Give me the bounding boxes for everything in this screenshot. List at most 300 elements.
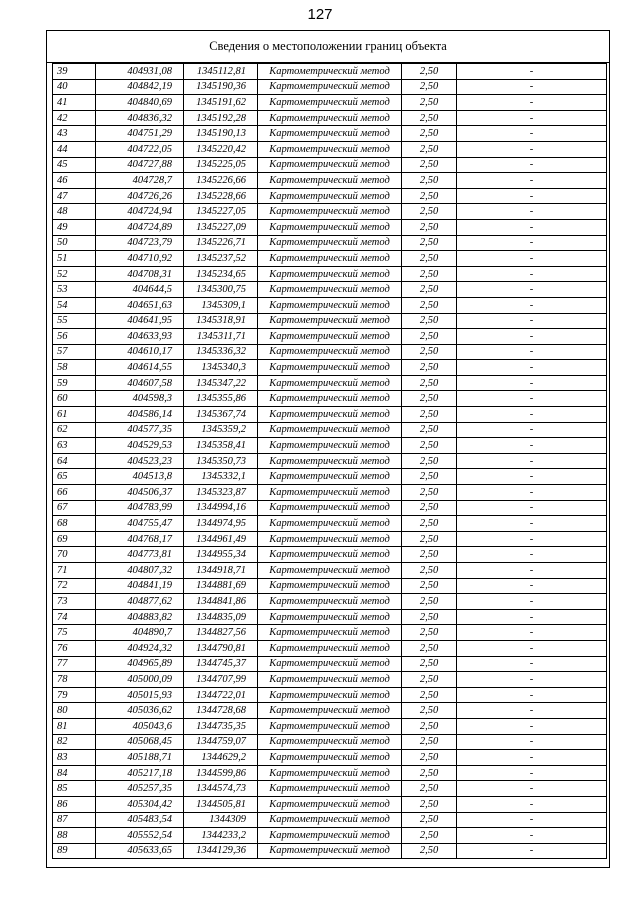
- x-coordinate-cell: 404710,92: [96, 251, 184, 267]
- method-cell: Картометрический метод: [258, 672, 402, 688]
- method-cell: Картометрический метод: [258, 438, 402, 454]
- accuracy-cell: 2,50: [402, 219, 457, 235]
- point-number-cell: 53: [53, 282, 96, 298]
- table-row: [53, 173, 607, 189]
- y-coordinate-cell: 1344835,09: [184, 609, 258, 625]
- point-number-cell: 61: [53, 407, 96, 423]
- point-number-cell: 73: [53, 594, 96, 610]
- table-row: [53, 765, 607, 781]
- accuracy-cell: 2,50: [402, 796, 457, 812]
- method-cell: Картометрический метод: [258, 141, 402, 157]
- description-cell: -: [457, 547, 607, 563]
- x-coordinate-cell: 404607,58: [96, 375, 184, 391]
- x-coordinate-cell: 405483,54: [96, 812, 184, 828]
- point-number-cell: 58: [53, 360, 96, 376]
- description-cell: -: [457, 438, 607, 454]
- method-cell: Картометрический метод: [258, 173, 402, 189]
- method-cell: Картометрический метод: [258, 796, 402, 812]
- x-coordinate-cell: 404728,7: [96, 173, 184, 189]
- method-cell: Картометрический метод: [258, 469, 402, 485]
- description-cell: -: [457, 594, 607, 610]
- point-number-cell: 63: [53, 438, 96, 454]
- method-cell: Картометрический метод: [258, 297, 402, 313]
- y-coordinate-cell: 1345358,41: [184, 438, 258, 454]
- y-coordinate-cell: 1345323,87: [184, 485, 258, 501]
- method-cell: Картометрический метод: [258, 750, 402, 766]
- y-coordinate-cell: 1344233,2: [184, 828, 258, 844]
- description-cell: -: [457, 828, 607, 844]
- table-row: [53, 235, 607, 251]
- accuracy-cell: 2,50: [402, 625, 457, 641]
- point-number-cell: 45: [53, 157, 96, 173]
- table-row: [53, 578, 607, 594]
- y-coordinate-cell: 1344790,81: [184, 640, 258, 656]
- x-coordinate-cell: 404890,7: [96, 625, 184, 641]
- description-cell: -: [457, 297, 607, 313]
- table-row: [53, 329, 607, 345]
- description-cell: -: [457, 204, 607, 220]
- description-cell: -: [457, 282, 607, 298]
- method-cell: Картометрический метод: [258, 703, 402, 719]
- accuracy-cell: 2,50: [402, 656, 457, 672]
- x-coordinate-cell: 404523,23: [96, 453, 184, 469]
- x-coordinate-cell: 404723,79: [96, 235, 184, 251]
- section-title: Сведения о местоположении границ объекта: [47, 31, 609, 63]
- method-cell: Картометрический метод: [258, 625, 402, 641]
- page-number: 127: [307, 6, 333, 23]
- method-cell: Картометрический метод: [258, 781, 402, 797]
- accuracy-cell: 2,50: [402, 843, 457, 859]
- x-coordinate-cell: 404965,89: [96, 656, 184, 672]
- accuracy-cell: 2,50: [402, 141, 457, 157]
- description-cell: -: [457, 750, 607, 766]
- y-coordinate-cell: 1345311,71: [184, 329, 258, 345]
- point-number-cell: 55: [53, 313, 96, 329]
- method-cell: Картометрический метод: [258, 485, 402, 501]
- x-coordinate-cell: 404724,89: [96, 219, 184, 235]
- description-cell: -: [457, 796, 607, 812]
- y-coordinate-cell: 1344759,07: [184, 734, 258, 750]
- table-row: [53, 687, 607, 703]
- method-cell: Картометрический метод: [258, 360, 402, 376]
- y-coordinate-cell: 1344309: [184, 812, 258, 828]
- description-cell: -: [457, 344, 607, 360]
- table-row: [53, 297, 607, 313]
- table-row: [53, 750, 607, 766]
- point-number-cell: 72: [53, 578, 96, 594]
- point-number-cell: 87: [53, 812, 96, 828]
- point-number-cell: 76: [53, 640, 96, 656]
- table-row: [53, 625, 607, 641]
- description-cell: -: [457, 422, 607, 438]
- method-cell: Картометрический метод: [258, 219, 402, 235]
- description-cell: -: [457, 360, 607, 376]
- point-number-cell: 89: [53, 843, 96, 859]
- description-cell: -: [457, 469, 607, 485]
- y-coordinate-cell: 1345227,09: [184, 219, 258, 235]
- description-cell: -: [457, 251, 607, 267]
- table-row: [53, 188, 607, 204]
- method-cell: Картометрический метод: [258, 516, 402, 532]
- y-coordinate-cell: 1345340,3: [184, 360, 258, 376]
- y-coordinate-cell: 1345332,1: [184, 469, 258, 485]
- y-coordinate-cell: 1344505,81: [184, 796, 258, 812]
- point-number-cell: 68: [53, 516, 96, 532]
- table-row: [53, 828, 607, 844]
- description-cell: -: [457, 843, 607, 859]
- x-coordinate-cell: 404726,26: [96, 188, 184, 204]
- accuracy-cell: 2,50: [402, 188, 457, 204]
- table-row: [53, 219, 607, 235]
- x-coordinate-cell: 404641,95: [96, 313, 184, 329]
- point-number-cell: 67: [53, 500, 96, 516]
- x-coordinate-cell: 404807,32: [96, 563, 184, 579]
- table-row: [53, 282, 607, 298]
- table-row: [53, 313, 607, 329]
- description-cell: -: [457, 235, 607, 251]
- table-row: [53, 547, 607, 563]
- point-number-cell: 80: [53, 703, 96, 719]
- accuracy-cell: 2,50: [402, 828, 457, 844]
- method-cell: Картометрический метод: [258, 126, 402, 142]
- x-coordinate-cell: 404751,29: [96, 126, 184, 142]
- method-cell: Картометрический метод: [258, 266, 402, 282]
- point-number-cell: 60: [53, 391, 96, 407]
- x-coordinate-cell: 405304,42: [96, 796, 184, 812]
- point-number-cell: 65: [53, 469, 96, 485]
- accuracy-cell: 2,50: [402, 126, 457, 142]
- description-cell: -: [457, 485, 607, 501]
- table-row: [53, 407, 607, 423]
- y-coordinate-cell: 1345226,71: [184, 235, 258, 251]
- accuracy-cell: 2,50: [402, 344, 457, 360]
- accuracy-cell: 2,50: [402, 79, 457, 95]
- description-cell: -: [457, 188, 607, 204]
- description-cell: -: [457, 141, 607, 157]
- x-coordinate-cell: 404513,8: [96, 469, 184, 485]
- x-coordinate-cell: 404768,17: [96, 531, 184, 547]
- x-coordinate-cell: 404840,69: [96, 95, 184, 111]
- accuracy-cell: 2,50: [402, 422, 457, 438]
- description-cell: -: [457, 765, 607, 781]
- accuracy-cell: 2,50: [402, 531, 457, 547]
- description-cell: -: [457, 578, 607, 594]
- table-row: [53, 422, 607, 438]
- y-coordinate-cell: 1344707,99: [184, 672, 258, 688]
- x-coordinate-cell: 404877,62: [96, 594, 184, 610]
- point-number-cell: 75: [53, 625, 96, 641]
- point-number-cell: 82: [53, 734, 96, 750]
- accuracy-cell: 2,50: [402, 734, 457, 750]
- x-coordinate-cell: 404614,55: [96, 360, 184, 376]
- table-row: [53, 609, 607, 625]
- table-row: [53, 516, 607, 532]
- accuracy-cell: 2,50: [402, 563, 457, 579]
- y-coordinate-cell: 1345347,22: [184, 375, 258, 391]
- point-number-cell: 41: [53, 95, 96, 111]
- description-cell: -: [457, 157, 607, 173]
- method-cell: Картометрический метод: [258, 391, 402, 407]
- method-cell: Картометрический метод: [258, 609, 402, 625]
- point-number-cell: 49: [53, 219, 96, 235]
- method-cell: Картометрический метод: [258, 828, 402, 844]
- description-cell: -: [457, 656, 607, 672]
- table-row: [53, 640, 607, 656]
- x-coordinate-cell: 404724,94: [96, 204, 184, 220]
- point-number-cell: 43: [53, 126, 96, 142]
- method-cell: Картометрический метод: [258, 235, 402, 251]
- description-cell: -: [457, 110, 607, 126]
- x-coordinate-cell: 404651,63: [96, 297, 184, 313]
- point-number-cell: 46: [53, 173, 96, 189]
- table-row: [53, 656, 607, 672]
- point-number-cell: 50: [53, 235, 96, 251]
- accuracy-cell: 2,50: [402, 313, 457, 329]
- method-cell: Картометрический метод: [258, 204, 402, 220]
- y-coordinate-cell: 1345190,36: [184, 79, 258, 95]
- table-row: [53, 251, 607, 267]
- x-coordinate-cell: 404708,31: [96, 266, 184, 282]
- table-row: [53, 796, 607, 812]
- y-coordinate-cell: 1344974,95: [184, 516, 258, 532]
- table-row: [53, 141, 607, 157]
- y-coordinate-cell: 1345237,52: [184, 251, 258, 267]
- method-cell: Картометрический метод: [258, 656, 402, 672]
- description-cell: -: [457, 516, 607, 532]
- point-number-cell: 62: [53, 422, 96, 438]
- table-row: [53, 360, 607, 376]
- description-cell: -: [457, 672, 607, 688]
- point-number-cell: 48: [53, 204, 96, 220]
- method-cell: Картометрический метод: [258, 313, 402, 329]
- point-number-cell: 47: [53, 188, 96, 204]
- description-cell: -: [457, 531, 607, 547]
- x-coordinate-cell: 405000,09: [96, 672, 184, 688]
- method-cell: Картометрический метод: [258, 453, 402, 469]
- x-coordinate-cell: 404644,5: [96, 282, 184, 298]
- description-cell: -: [457, 703, 607, 719]
- y-coordinate-cell: 1345227,05: [184, 204, 258, 220]
- description-cell: -: [457, 781, 607, 797]
- x-coordinate-cell: 404586,14: [96, 407, 184, 423]
- table-row: [53, 703, 607, 719]
- coordinates-table-body: [53, 64, 607, 859]
- accuracy-cell: 2,50: [402, 765, 457, 781]
- accuracy-cell: 2,50: [402, 500, 457, 516]
- x-coordinate-cell: 405552,54: [96, 828, 184, 844]
- y-coordinate-cell: 1344599,86: [184, 765, 258, 781]
- accuracy-cell: 2,50: [402, 64, 457, 80]
- description-cell: -: [457, 718, 607, 734]
- description-cell: -: [457, 173, 607, 189]
- method-cell: Картометрический метод: [258, 718, 402, 734]
- accuracy-cell: 2,50: [402, 578, 457, 594]
- accuracy-cell: 2,50: [402, 375, 457, 391]
- y-coordinate-cell: 1345359,2: [184, 422, 258, 438]
- accuracy-cell: 2,50: [402, 173, 457, 189]
- y-coordinate-cell: 1344129,36: [184, 843, 258, 859]
- x-coordinate-cell: 404755,47: [96, 516, 184, 532]
- point-number-cell: 74: [53, 609, 96, 625]
- y-coordinate-cell: 1344629,2: [184, 750, 258, 766]
- point-number-cell: 44: [53, 141, 96, 157]
- method-cell: Картометрический метод: [258, 578, 402, 594]
- point-number-cell: 81: [53, 718, 96, 734]
- point-number-cell: 88: [53, 828, 96, 844]
- table-row: [53, 718, 607, 734]
- accuracy-cell: 2,50: [402, 687, 457, 703]
- accuracy-cell: 2,50: [402, 672, 457, 688]
- x-coordinate-cell: 404842,19: [96, 79, 184, 95]
- table-row: [53, 781, 607, 797]
- y-coordinate-cell: 1345112,81: [184, 64, 258, 80]
- point-number-cell: 39: [53, 64, 96, 80]
- y-coordinate-cell: 1345234,65: [184, 266, 258, 282]
- description-cell: -: [457, 95, 607, 111]
- point-number-cell: 84: [53, 765, 96, 781]
- point-number-cell: 40: [53, 79, 96, 95]
- point-number-cell: 59: [53, 375, 96, 391]
- x-coordinate-cell: 405188,71: [96, 750, 184, 766]
- y-coordinate-cell: 1345220,42: [184, 141, 258, 157]
- point-number-cell: 57: [53, 344, 96, 360]
- y-coordinate-cell: 1344827,56: [184, 625, 258, 641]
- description-cell: -: [457, 266, 607, 282]
- accuracy-cell: 2,50: [402, 812, 457, 828]
- x-coordinate-cell: 405217,18: [96, 765, 184, 781]
- method-cell: Картометрический метод: [258, 687, 402, 703]
- y-coordinate-cell: 1345226,66: [184, 173, 258, 189]
- method-cell: Картометрический метод: [258, 547, 402, 563]
- point-number-cell: 83: [53, 750, 96, 766]
- table-row: [53, 812, 607, 828]
- y-coordinate-cell: 1344728,68: [184, 703, 258, 719]
- y-coordinate-cell: 1345192,28: [184, 110, 258, 126]
- accuracy-cell: 2,50: [402, 453, 457, 469]
- table-row: [53, 64, 607, 80]
- table-row: [53, 531, 607, 547]
- accuracy-cell: 2,50: [402, 329, 457, 345]
- description-cell: -: [457, 407, 607, 423]
- x-coordinate-cell: 404931,08: [96, 64, 184, 80]
- accuracy-cell: 2,50: [402, 110, 457, 126]
- y-coordinate-cell: 1345190,13: [184, 126, 258, 142]
- table-row: [53, 157, 607, 173]
- x-coordinate-cell: 405036,62: [96, 703, 184, 719]
- point-number-cell: 86: [53, 796, 96, 812]
- description-cell: -: [457, 219, 607, 235]
- method-cell: Картометрический метод: [258, 594, 402, 610]
- table-row: [53, 375, 607, 391]
- method-cell: Картометрический метод: [258, 188, 402, 204]
- accuracy-cell: 2,50: [402, 407, 457, 423]
- x-coordinate-cell: 405257,35: [96, 781, 184, 797]
- table-row: [53, 453, 607, 469]
- x-coordinate-cell: 404633,93: [96, 329, 184, 345]
- accuracy-cell: 2,50: [402, 282, 457, 298]
- method-cell: Картометрический метод: [258, 282, 402, 298]
- point-number-cell: 85: [53, 781, 96, 797]
- description-cell: -: [457, 812, 607, 828]
- method-cell: Картометрический метод: [258, 375, 402, 391]
- accuracy-cell: 2,50: [402, 391, 457, 407]
- accuracy-cell: 2,50: [402, 251, 457, 267]
- method-cell: Картометрический метод: [258, 765, 402, 781]
- x-coordinate-cell: 404924,32: [96, 640, 184, 656]
- table-row: [53, 438, 607, 454]
- table-row: [53, 843, 607, 859]
- method-cell: Картометрический метод: [258, 812, 402, 828]
- y-coordinate-cell: 1344961,49: [184, 531, 258, 547]
- description-cell: -: [457, 375, 607, 391]
- x-coordinate-cell: 404836,32: [96, 110, 184, 126]
- table-row: [53, 126, 607, 142]
- y-coordinate-cell: 1345300,75: [184, 282, 258, 298]
- description-cell: -: [457, 391, 607, 407]
- y-coordinate-cell: 1344745,37: [184, 656, 258, 672]
- method-cell: Картометрический метод: [258, 251, 402, 267]
- point-number-cell: 52: [53, 266, 96, 282]
- table-row: [53, 485, 607, 501]
- y-coordinate-cell: 1345309,1: [184, 297, 258, 313]
- x-coordinate-cell: 404727,88: [96, 157, 184, 173]
- accuracy-cell: 2,50: [402, 485, 457, 501]
- x-coordinate-cell: 405633,65: [96, 843, 184, 859]
- accuracy-cell: 2,50: [402, 516, 457, 532]
- method-cell: Картометрический метод: [258, 734, 402, 750]
- x-coordinate-cell: 404773,81: [96, 547, 184, 563]
- table-row: [53, 469, 607, 485]
- x-coordinate-cell: 404722,05: [96, 141, 184, 157]
- description-cell: -: [457, 687, 607, 703]
- point-number-cell: 54: [53, 297, 96, 313]
- y-coordinate-cell: 1344918,71: [184, 563, 258, 579]
- x-coordinate-cell: 404577,35: [96, 422, 184, 438]
- point-number-cell: 64: [53, 453, 96, 469]
- method-cell: Картометрический метод: [258, 640, 402, 656]
- point-number-cell: 42: [53, 110, 96, 126]
- description-cell: -: [457, 625, 607, 641]
- y-coordinate-cell: 1344841,86: [184, 594, 258, 610]
- coordinates-table: [52, 63, 607, 859]
- point-number-cell: 56: [53, 329, 96, 345]
- x-coordinate-cell: 404610,17: [96, 344, 184, 360]
- accuracy-cell: 2,50: [402, 469, 457, 485]
- description-cell: -: [457, 79, 607, 95]
- method-cell: Картометрический метод: [258, 563, 402, 579]
- accuracy-cell: 2,50: [402, 235, 457, 251]
- x-coordinate-cell: 404783,99: [96, 500, 184, 516]
- description-cell: -: [457, 64, 607, 80]
- point-number-cell: 78: [53, 672, 96, 688]
- x-coordinate-cell: 404529,53: [96, 438, 184, 454]
- point-number-cell: 70: [53, 547, 96, 563]
- x-coordinate-cell: 404841,19: [96, 578, 184, 594]
- table-row: [53, 204, 607, 220]
- x-coordinate-cell: 405068,45: [96, 734, 184, 750]
- accuracy-cell: 2,50: [402, 95, 457, 111]
- method-cell: Картометрический метод: [258, 843, 402, 859]
- description-cell: -: [457, 126, 607, 142]
- method-cell: Картометрический метод: [258, 329, 402, 345]
- boundary-sheet: [46, 30, 610, 868]
- point-number-cell: 77: [53, 656, 96, 672]
- accuracy-cell: 2,50: [402, 718, 457, 734]
- method-cell: Картометрический метод: [258, 500, 402, 516]
- method-cell: Картометрический метод: [258, 95, 402, 111]
- point-number-cell: 51: [53, 251, 96, 267]
- method-cell: Картометрический метод: [258, 64, 402, 80]
